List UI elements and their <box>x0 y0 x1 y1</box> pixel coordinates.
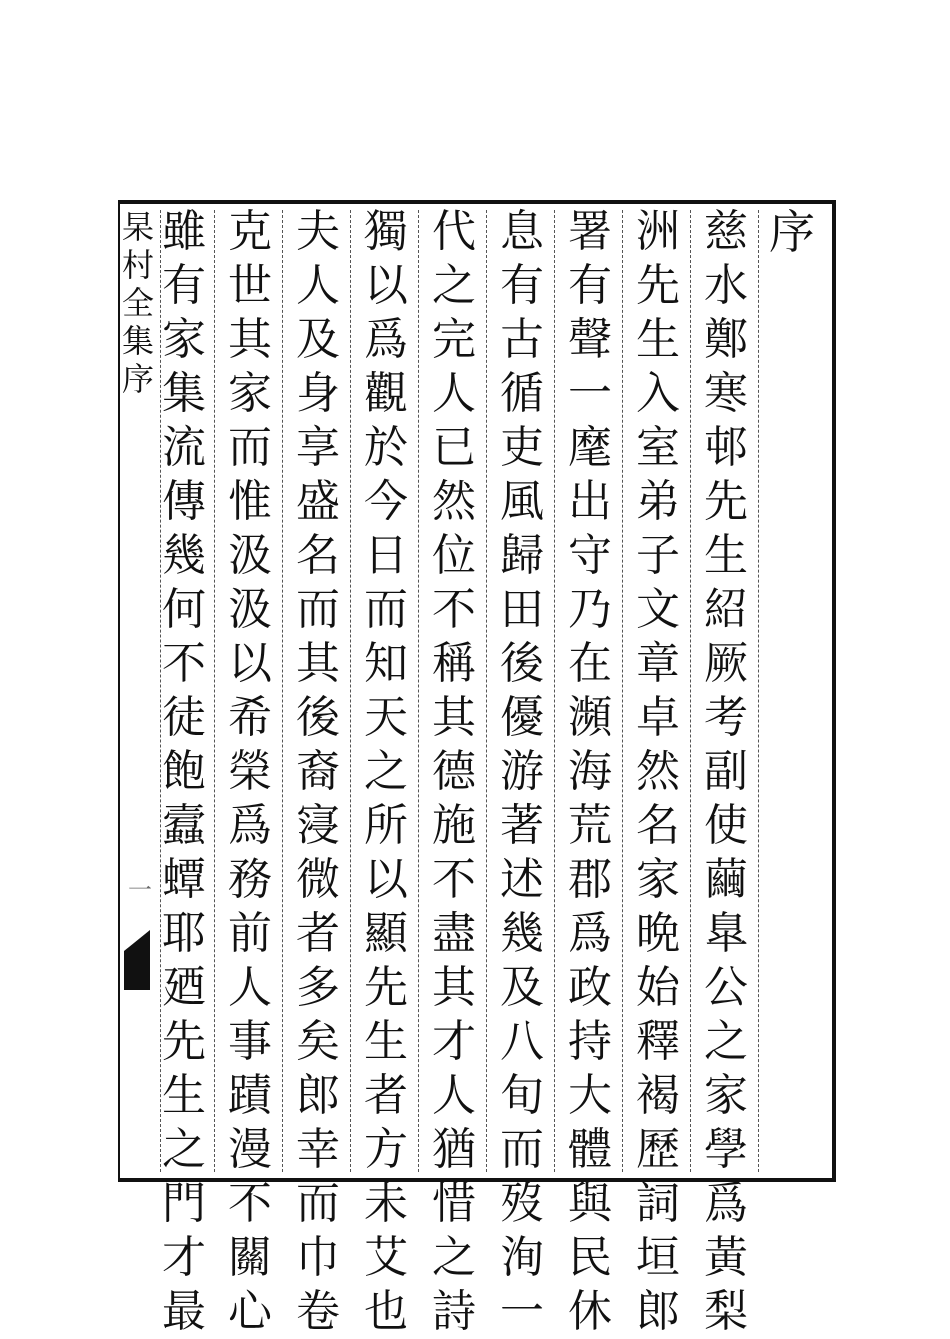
glyph: 寒 <box>704 368 748 419</box>
glyph: 先 <box>636 260 680 311</box>
glyph: 猶 <box>432 1124 476 1175</box>
glyph: 人 <box>432 368 476 419</box>
margin-title-char-3: 全 <box>121 284 154 322</box>
glyph: 弟 <box>636 476 680 527</box>
glyph: 汲 <box>228 530 272 581</box>
column-rule <box>690 210 691 1172</box>
text-column-1 <box>694 205 758 1337</box>
margin-section: 序 <box>121 360 154 398</box>
glyph: 與 <box>568 1178 612 1229</box>
glyph: 人 <box>228 962 272 1013</box>
glyph: 務 <box>228 854 272 905</box>
text-column-3 <box>558 205 622 1337</box>
glyph: 郡 <box>568 854 612 905</box>
glyph: 而 <box>296 1178 340 1229</box>
glyph: 有 <box>568 260 612 311</box>
glyph: 慈 <box>704 206 748 257</box>
glyph: 循 <box>500 368 544 419</box>
glyph: 郎 <box>296 1070 340 1121</box>
glyph: 守 <box>568 530 612 581</box>
glyph: 心 <box>228 1286 272 1337</box>
glyph: 榮 <box>228 746 272 797</box>
glyph: 巾 <box>296 1232 340 1283</box>
text-column-8 <box>218 205 282 1337</box>
text-column-9 <box>152 205 216 1337</box>
glyph: 矣 <box>296 1016 340 1067</box>
glyph: 不 <box>228 1178 272 1229</box>
glyph: 最 <box>162 1286 206 1337</box>
glyph: 蠧 <box>162 800 206 851</box>
glyph: 幾 <box>162 530 206 581</box>
glyph: 鄭 <box>704 314 748 365</box>
glyph: 民 <box>568 1232 612 1283</box>
glyph: 繭 <box>704 854 748 905</box>
glyph: 學 <box>704 1124 748 1175</box>
glyph: 希 <box>228 692 272 743</box>
glyph: 一 <box>500 1286 544 1337</box>
glyph: 不 <box>432 854 476 905</box>
glyph: 及 <box>500 962 544 1013</box>
glyph: 洵 <box>500 1232 544 1283</box>
glyph: 何 <box>162 584 206 635</box>
glyph: 多 <box>296 962 340 1013</box>
glyph: 子 <box>636 530 680 581</box>
glyph: 入 <box>636 368 680 419</box>
glyph: 世 <box>228 260 272 311</box>
glyph: 流 <box>162 422 206 473</box>
glyph: 古 <box>500 314 544 365</box>
glyph: 荒 <box>568 800 612 851</box>
glyph: 八 <box>500 1016 544 1067</box>
glyph: 才 <box>432 1016 476 1067</box>
column-rule <box>622 210 623 1172</box>
glyph: 有 <box>162 260 206 311</box>
glyph: 述 <box>500 854 544 905</box>
glyph: 不 <box>162 638 206 689</box>
glyph: 方 <box>364 1124 408 1175</box>
glyph: 紹 <box>704 584 748 635</box>
glyph: 旬 <box>500 1070 544 1121</box>
glyph: 微 <box>296 854 340 905</box>
glyph: 名 <box>296 530 340 581</box>
glyph: 詩 <box>432 1286 476 1337</box>
glyph: 歿 <box>500 1178 544 1229</box>
glyph: 艾 <box>364 1232 408 1283</box>
glyph: 乃 <box>568 584 612 635</box>
glyph: 邨 <box>704 422 748 473</box>
glyph: 蹟 <box>228 1070 272 1121</box>
glyph: 不 <box>432 584 476 635</box>
glyph: 梨 <box>704 1286 748 1337</box>
glyph: 爲 <box>568 908 612 959</box>
glyph: 生 <box>636 314 680 365</box>
glyph: 游 <box>500 746 544 797</box>
glyph: 完 <box>432 314 476 365</box>
glyph: 身 <box>296 368 340 419</box>
glyph: 後 <box>500 638 544 689</box>
glyph: 才 <box>162 1232 206 1283</box>
glyph: 門 <box>162 1178 206 1229</box>
glyph: 文 <box>636 584 680 635</box>
margin-title-char-1: 杲 <box>121 208 154 246</box>
glyph: 有 <box>500 260 544 311</box>
glyph: 公 <box>704 962 748 1013</box>
glyph: 顯 <box>364 908 408 959</box>
folio-number: 一 <box>128 876 152 904</box>
glyph: 裔 <box>296 746 340 797</box>
glyph: 之 <box>162 1124 206 1175</box>
glyph: 吏 <box>500 422 544 473</box>
glyph: 惜 <box>432 1178 476 1229</box>
glyph: 海 <box>568 746 612 797</box>
glyph: 盡 <box>432 908 476 959</box>
glyph: 褐 <box>636 1070 680 1121</box>
glyph: 署 <box>568 206 612 257</box>
glyph: 爲 <box>228 800 272 851</box>
heading-column <box>760 205 824 1175</box>
glyph: 廼 <box>162 962 206 1013</box>
glyph: 蟫 <box>162 854 206 905</box>
glyph: 一 <box>568 368 612 419</box>
glyph: 體 <box>568 1124 612 1175</box>
glyph: 盛 <box>296 476 340 527</box>
glyph: 者 <box>364 1070 408 1121</box>
glyph: 生 <box>364 1016 408 1067</box>
glyph: 名 <box>636 800 680 851</box>
glyph: 考 <box>704 692 748 743</box>
glyph: 以 <box>364 854 408 905</box>
glyph: 今 <box>364 476 408 527</box>
glyph: 惟 <box>228 476 272 527</box>
glyph: 副 <box>704 746 748 797</box>
glyph: 於 <box>364 422 408 473</box>
glyph: 以 <box>228 638 272 689</box>
glyph: 位 <box>432 530 476 581</box>
glyph: 夫 <box>296 206 340 257</box>
glyph: 獨 <box>364 206 408 257</box>
glyph: 享 <box>296 422 340 473</box>
text-column-7 <box>286 205 350 1337</box>
glyph: 其 <box>296 638 340 689</box>
glyph: 麾 <box>568 422 612 473</box>
glyph: 以 <box>364 260 408 311</box>
text-column-6 <box>354 205 418 1337</box>
glyph: 已 <box>432 422 476 473</box>
glyph: 觀 <box>364 368 408 419</box>
glyph: 寖 <box>296 800 340 851</box>
glyph: 生 <box>162 1070 206 1121</box>
heading-title: 序 <box>769 205 815 259</box>
glyph: 稱 <box>432 638 476 689</box>
glyph: 休 <box>568 1286 612 1337</box>
glyph: 而 <box>364 584 408 635</box>
glyph: 集 <box>162 368 206 419</box>
glyph: 瀕 <box>568 692 612 743</box>
column-rule <box>554 210 555 1172</box>
glyph: 施 <box>432 800 476 851</box>
column-rule <box>486 210 487 1172</box>
glyph: 其 <box>432 962 476 1013</box>
glyph: 詞 <box>636 1178 680 1229</box>
column-rule <box>282 210 283 1172</box>
glyph: 厥 <box>704 638 748 689</box>
glyph: 然 <box>636 746 680 797</box>
text-column-4 <box>490 205 554 1337</box>
glyph: 後 <box>296 692 340 743</box>
glyph: 家 <box>228 368 272 419</box>
glyph: 釋 <box>636 1016 680 1067</box>
glyph: 爲 <box>364 314 408 365</box>
glyph: 家 <box>636 854 680 905</box>
glyph: 先 <box>704 476 748 527</box>
glyph: 漫 <box>228 1124 272 1175</box>
glyph: 其 <box>228 314 272 365</box>
glyph: 政 <box>568 962 612 1013</box>
glyph: 之 <box>432 1232 476 1283</box>
margin-title-char-2: 村 <box>121 246 154 284</box>
glyph: 水 <box>704 260 748 311</box>
glyph: 洲 <box>636 206 680 257</box>
column-rule <box>418 210 419 1172</box>
glyph: 室 <box>636 422 680 473</box>
glyph: 飽 <box>162 746 206 797</box>
glyph: 所 <box>364 800 408 851</box>
glyph: 晩 <box>636 908 680 959</box>
glyph: 著 <box>500 800 544 851</box>
glyph: 前 <box>228 908 272 959</box>
glyph: 關 <box>228 1232 272 1283</box>
glyph: 家 <box>704 1070 748 1121</box>
glyph: 聲 <box>568 314 612 365</box>
glyph: 臯 <box>704 908 748 959</box>
glyph: 卷 <box>296 1286 340 1337</box>
glyph: 風 <box>500 476 544 527</box>
glyph: 卓 <box>636 692 680 743</box>
glyph: 章 <box>636 638 680 689</box>
margin-title-char-4: 集 <box>121 322 154 360</box>
glyph: 傳 <box>162 476 206 527</box>
glyph: 知 <box>364 638 408 689</box>
glyph: 天 <box>364 692 408 743</box>
glyph: 垣 <box>636 1232 680 1283</box>
glyph: 及 <box>296 314 340 365</box>
glyph: 始 <box>636 962 680 1013</box>
glyph: 事 <box>228 1016 272 1067</box>
glyph: 歷 <box>636 1124 680 1175</box>
glyph: 優 <box>500 692 544 743</box>
text-column-2 <box>626 205 690 1337</box>
glyph: 而 <box>228 422 272 473</box>
margin-column <box>120 208 156 1168</box>
glyph: 人 <box>432 1070 476 1121</box>
glyph: 日 <box>364 530 408 581</box>
glyph: 生 <box>704 530 748 581</box>
glyph: 德 <box>432 746 476 797</box>
text-column-5 <box>422 205 486 1337</box>
glyph: 其 <box>432 692 476 743</box>
glyph: 先 <box>364 962 408 1013</box>
glyph: 之 <box>364 746 408 797</box>
glyph: 克 <box>228 206 272 257</box>
glyph: 而 <box>296 584 340 635</box>
column-rule <box>758 210 759 1172</box>
glyph: 黃 <box>704 1232 748 1283</box>
glyph: 幾 <box>500 908 544 959</box>
glyph: 未 <box>364 1178 408 1229</box>
glyph: 在 <box>568 638 612 689</box>
glyph: 人 <box>296 260 340 311</box>
glyph: 歸 <box>500 530 544 581</box>
glyph: 之 <box>704 1016 748 1067</box>
glyph: 者 <box>296 908 340 959</box>
glyph: 代 <box>432 206 476 257</box>
glyph: 然 <box>432 476 476 527</box>
glyph: 持 <box>568 1016 612 1067</box>
glyph: 爲 <box>704 1178 748 1229</box>
glyph: 幸 <box>296 1124 340 1175</box>
glyph: 也 <box>364 1286 408 1337</box>
glyph: 之 <box>432 260 476 311</box>
glyph: 大 <box>568 1070 612 1121</box>
glyph: 郎 <box>636 1286 680 1337</box>
glyph: 汲 <box>228 584 272 635</box>
glyph: 出 <box>568 476 612 527</box>
glyph: 息 <box>500 206 544 257</box>
glyph: 雖 <box>162 206 206 257</box>
glyph: 徒 <box>162 692 206 743</box>
glyph: 先 <box>162 1016 206 1067</box>
glyph: 使 <box>704 800 748 851</box>
glyph: 家 <box>162 314 206 365</box>
glyph: 耶 <box>162 908 206 959</box>
column-rule <box>350 210 351 1172</box>
glyph: 而 <box>500 1124 544 1175</box>
glyph: 田 <box>500 584 544 635</box>
